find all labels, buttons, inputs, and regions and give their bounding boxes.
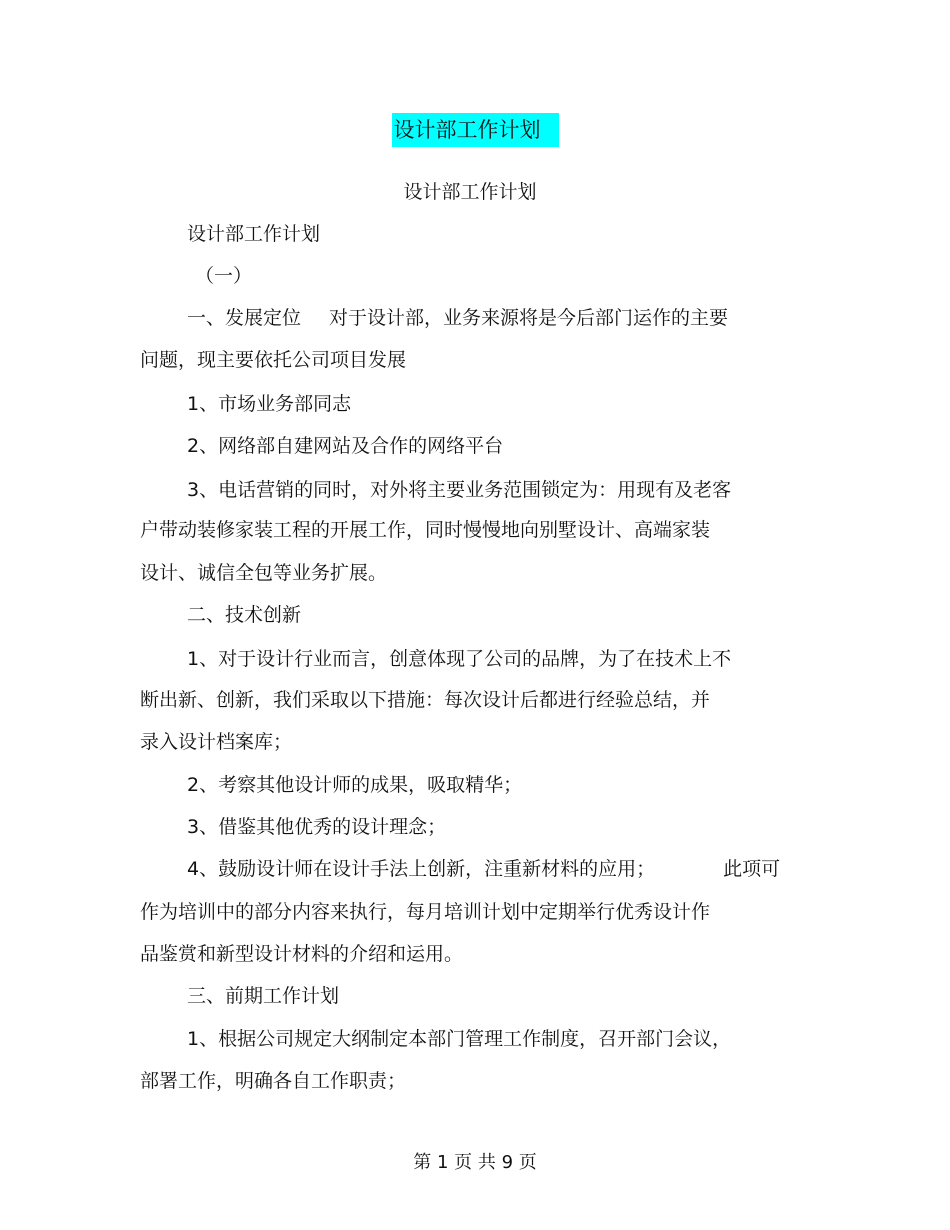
body-line: 录入设计档案库； xyxy=(140,731,293,753)
body-line: 户带动装修家装工程的开展工作，同时慢慢地向别墅设计、高端家装 xyxy=(140,519,711,541)
body-line: 作为培训中的部分内容来执行，每月培训计划中定期举行优秀设计作 xyxy=(140,901,711,923)
body-line: （一） xyxy=(195,265,253,287)
document-subtitle: 设计部工作计划 xyxy=(403,181,537,203)
document-title: 设计部工作计划 xyxy=(392,113,559,147)
body-line: 设计部工作计划 xyxy=(187,223,321,245)
body-line: 部署工作，明确各自工作职责； xyxy=(140,1070,407,1092)
body-line: 断出新、创新，我们采取以下措施：每次设计后都进行经验总结，并 xyxy=(140,689,711,711)
body-line: 问题，现主要依托公司项目发展 xyxy=(140,349,407,371)
body-line: 一、发展定位 对于设计部，业务来源将是今后部门运作的主要 xyxy=(187,307,729,329)
section-heading: 二、技术创新 xyxy=(187,604,302,626)
body-line: 1、根据公司规定大纲制定本部门管理工作制度，召开部门会议， xyxy=(187,1028,732,1050)
page-footer: 第 1 页 共 9 页 xyxy=(413,1152,537,1173)
title-wrap xyxy=(0,113,950,147)
body-line: 2、网络部自建网站及合作的网络平台 xyxy=(187,435,504,457)
section-heading: 三、前期工作计划 xyxy=(187,985,340,1007)
body-line: 3、借鉴其他优秀的设计理念； xyxy=(187,816,447,838)
body-line: 1、市场业务部同志 xyxy=(187,393,352,415)
body-line: 4、鼓励设计师在设计手法上创新，注重新材料的应用； 此项可 xyxy=(187,858,781,880)
body-line: 品鉴赏和新型设计材料的介绍和运用。 xyxy=(140,943,464,965)
body-line: 2、考察其他设计师的成果，吸取精华； xyxy=(187,774,523,796)
body-line: 1、对于设计行业而言，创意体现了公司的品牌，为了在技术上不 xyxy=(187,648,732,670)
body-line: 设计、诚信全包等业务扩展。 xyxy=(140,562,388,584)
body-line: 3、电话营销的同时，对外将主要业务范围锁定为：用现有及老客 xyxy=(187,479,732,501)
